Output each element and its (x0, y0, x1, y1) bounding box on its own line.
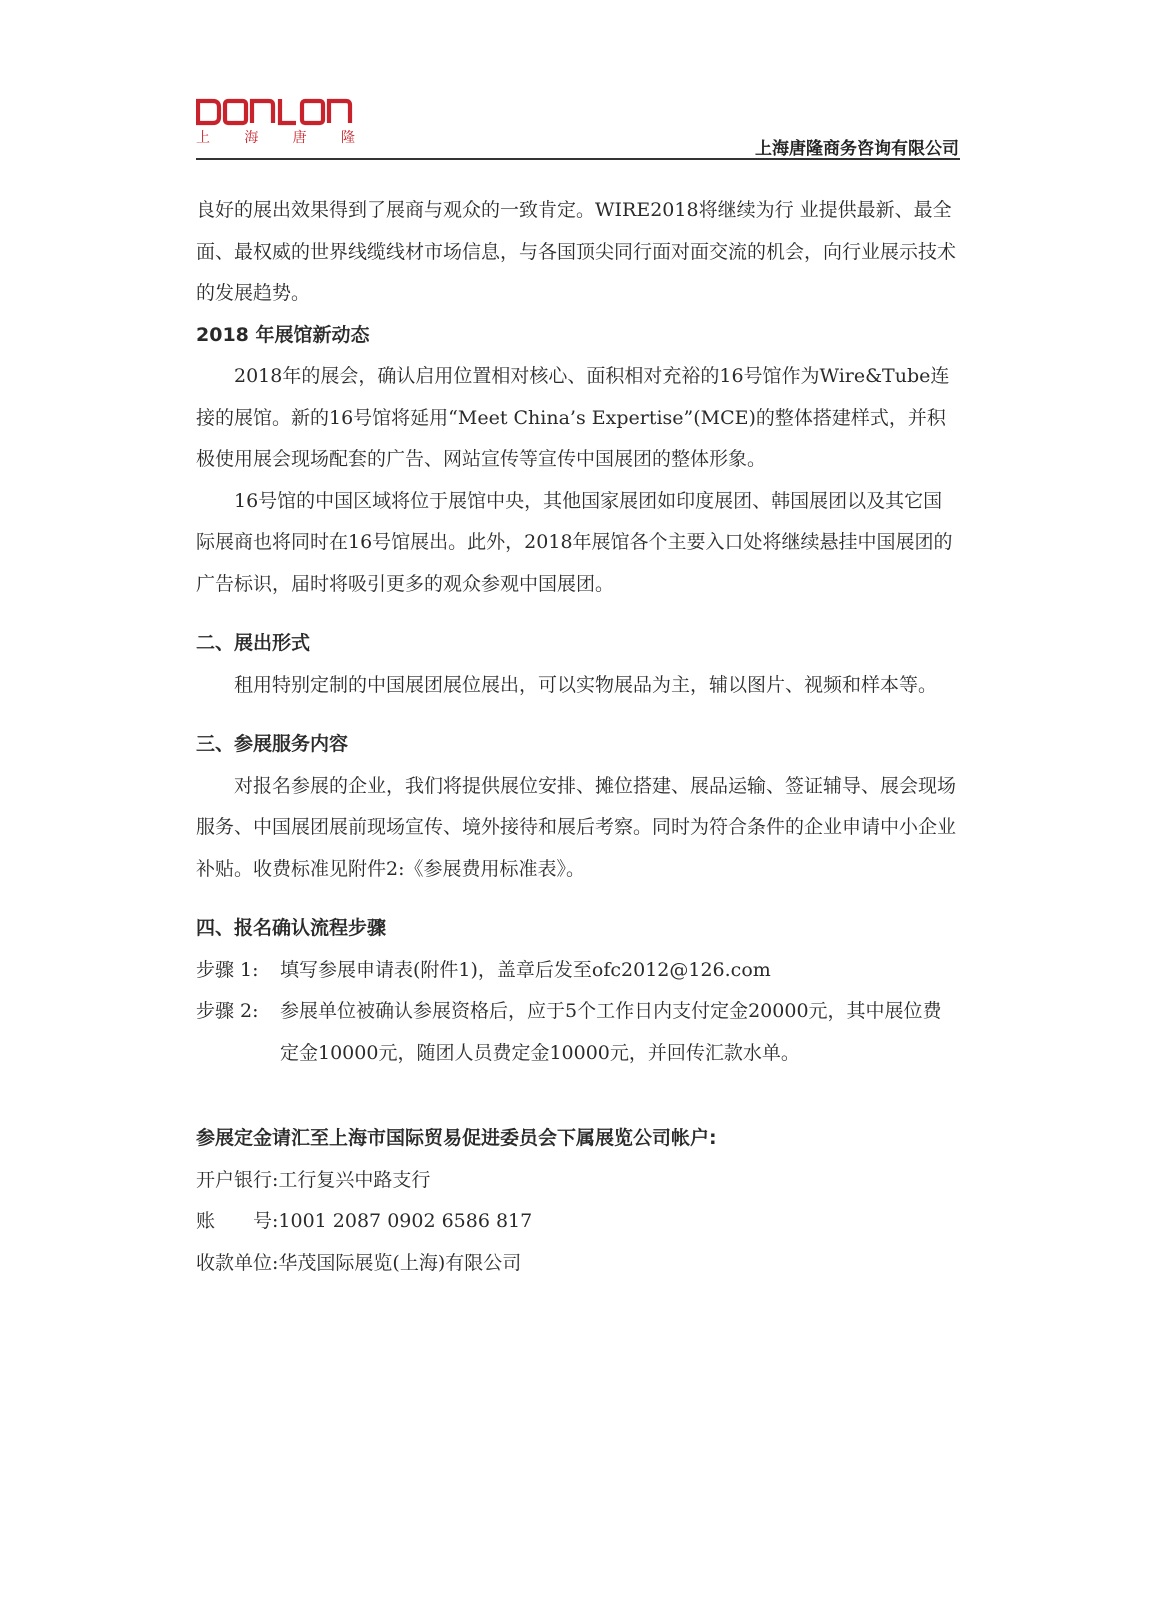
document-body (196, 190, 960, 1284)
spacer (196, 1074, 960, 1118)
section-3-title: 三、参展服务内容 (196, 733, 349, 755)
step-2 (196, 991, 960, 1074)
logo-char: 上 (196, 130, 211, 146)
logo-wordmark (196, 98, 356, 126)
header-divider (196, 158, 960, 160)
spacer (196, 890, 960, 908)
hall-paragraph-2: 16号馆的中国区域将位于展馆中央，其他国家展团如印度展团、韩国展团以及其它国际展商也将同时在16号馆展出。此外，2018年展馆各个主要入口处将继续悬挂中国展团的广告标识，届时将吸引更多的观众参观中国展团。 (196, 489, 953, 595)
step-text: 填写参展申请表(附件1)，盖章后发至ofc2012@126.com (280, 958, 771, 981)
logo-char: 隆 (340, 130, 356, 146)
hall-section-title: 2018 年展馆新动态 (196, 323, 370, 346)
section-3-body: 对报名参展的企业，我们将提供展位安排、摊位搭建、展品运输、签证辅导、展会现场服务、中国展团展前现场宣传、境外接待和展后考察。同时为符合条件的企业申请中小企业补贴。收费标准见附件2:《参展费用标准表》。 (196, 774, 957, 880)
account-number: 账 号:1001 2087 0902 6586 817 (196, 1210, 533, 1232)
logo-char: 唐 (292, 130, 308, 146)
section-4-title: 四、报名确认流程步骤 (196, 917, 387, 939)
logo-subtitle (196, 127, 356, 147)
account-title: 参展定金请汇至上海市国际贸易促进委员会下属展览公司帐户: (196, 1127, 717, 1149)
payee-name: 收款单位:华茂国际展览(上海)有限公司 (196, 1251, 522, 1274)
spacer (196, 605, 960, 623)
logo-char: 海 (244, 130, 260, 146)
company-name: 上海唐隆商务咨询有限公司 (755, 139, 959, 159)
step-text: 参展单位被确认参展资格后，应于5个工作日内支付定金20000元，其中展位费定金10000元，随团人员费定金10000元，并回传汇款水单。 (280, 1000, 942, 1064)
step-label: 步骤 2: (196, 1000, 259, 1022)
bank-name: 开户银行:工行复兴中路支行 (196, 1168, 431, 1191)
hall-paragraph-1: 2018年的展会，确认启用位置相对核心、面积相对充裕的16号馆作为Wire&Tube连接的展馆。新的16号馆将延用“Meet China’s Expertise”(MCE)的整体搭建样式，并积极使用展会现场配套的广告、网站宣传等宣传中国展团的整体形象。 (196, 365, 950, 470)
section-2-body: 租用特别定制的中国展团展位展出，可以实物展品为主，辅以图片、视频和样本等。 (234, 673, 938, 696)
spacer (196, 706, 960, 724)
step-label: 步骤 1: (196, 958, 259, 981)
section-2-title: 二、展出形式 (196, 632, 311, 654)
intro-paragraph: 良好的展出效果得到了展商与观众的一致肯定。WIRE2018将继续为行 业提供最新、最全面、最权威的世界线缆线材市场信息，与各国顶尖同行面对面交流的机会，向行业展示技术的发展趋势。 (196, 199, 957, 304)
step-1 (196, 950, 960, 992)
